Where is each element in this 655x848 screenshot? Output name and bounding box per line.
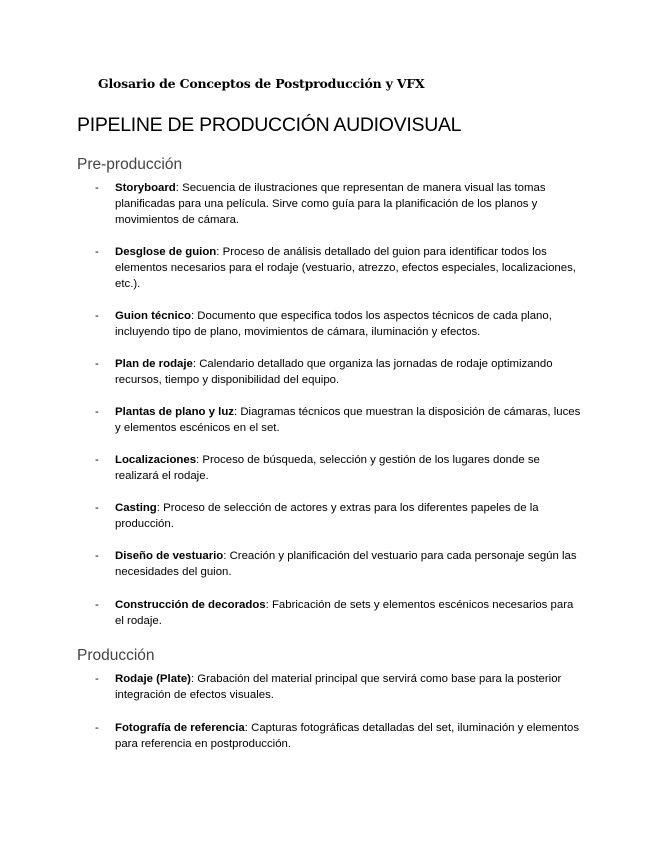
item-term: Desglose de guion [115,246,217,258]
item-term: Guion técnico [115,310,191,322]
item-text [115,244,585,292]
item-definition: : Grabación del material principal que servirá como base para la posterior integración de efectos visuales. [115,673,562,701]
item-definition: : Diagramas técnicos que muestran la disposición de cámaras, luces y elementos escénicos en el set. [115,406,581,434]
bullet-dash: - [95,246,99,258]
item-term: Rodaje (Plate) [115,673,191,685]
item-text [115,404,585,436]
section-heading-produccion: Producción [77,647,155,664]
bullet-dash: - [95,454,99,466]
bullet-dash: - [95,358,99,370]
item-definition: : Documento que especifica todos los aspectos técnicos de cada plano, incluyendo tipo de plano, movimientos de cámara, iluminación y efectos. [115,310,552,338]
item-text [115,308,585,340]
item-text [115,452,585,484]
bullet-dash: - [95,722,99,734]
bullet-dash: - [95,310,99,322]
item-term: Plantas de plano y luz [115,406,234,418]
item-text [115,548,585,580]
item-definition: : Secuencia de ilustraciones que representan de manera visual las tomas planificadas para una película. Sirve como guía para la planificación de los planos y movimientos de cámara. [115,182,546,226]
item-term: Localizaciones [115,454,197,466]
bullet-dash: - [95,673,99,685]
document-title: Glosario de Conceptos de Postproducción y VFX [98,76,425,91]
item-text [115,671,585,703]
item-definition: : Creación y planificación del vestuario para cada personaje según las necesidades del guion. [115,550,577,578]
item-term: Casting [115,502,157,514]
item-text [115,180,585,228]
main-heading: PIPELINE DE PRODUCCIÓN AUDIOVISUAL [77,114,462,136]
item-text [115,500,585,532]
bullet-dash: - [95,406,99,418]
item-text [115,597,585,629]
item-definition: : Proceso de búsqueda, selección y gestión de los lugares donde se realizará el rodaje. [115,454,540,482]
bullet-dash: - [95,599,99,611]
bullet-dash: - [95,502,99,514]
item-definition: : Proceso de selección de actores y extras para los diferentes papeles de la producción. [115,502,539,530]
item-text [115,356,585,388]
item-term: Storyboard [115,182,176,194]
item-definition: : Capturas fotográficas detalladas del set, iluminación y elementos para referencia en postproducción. [115,722,580,750]
item-term: Construcción de decorados [115,599,266,611]
section-heading-preproduccion: Pre-producción [77,156,183,173]
item-term: Fotografía de referencia [115,722,245,734]
bullet-dash: - [95,550,99,562]
bullet-dash: - [95,182,99,194]
item-definition: : Proceso de análisis detallado del guion para identificar todos los elementos necesarios para el rodaje (vestuario, atrezzo, efectos especiales, localizaciones, etc.). [115,246,576,290]
item-definition: : Fabricación de sets y elementos escénicos necesarios para el rodaje. [115,599,574,627]
item-term: Diseño de vestuario [115,550,224,562]
item-term: Plan de rodaje [115,358,193,370]
item-text [115,720,585,752]
item-definition: : Calendario detallado que organiza las jornadas de rodaje optimizando recursos, tiempo y disponibilidad del equipo. [115,358,553,386]
